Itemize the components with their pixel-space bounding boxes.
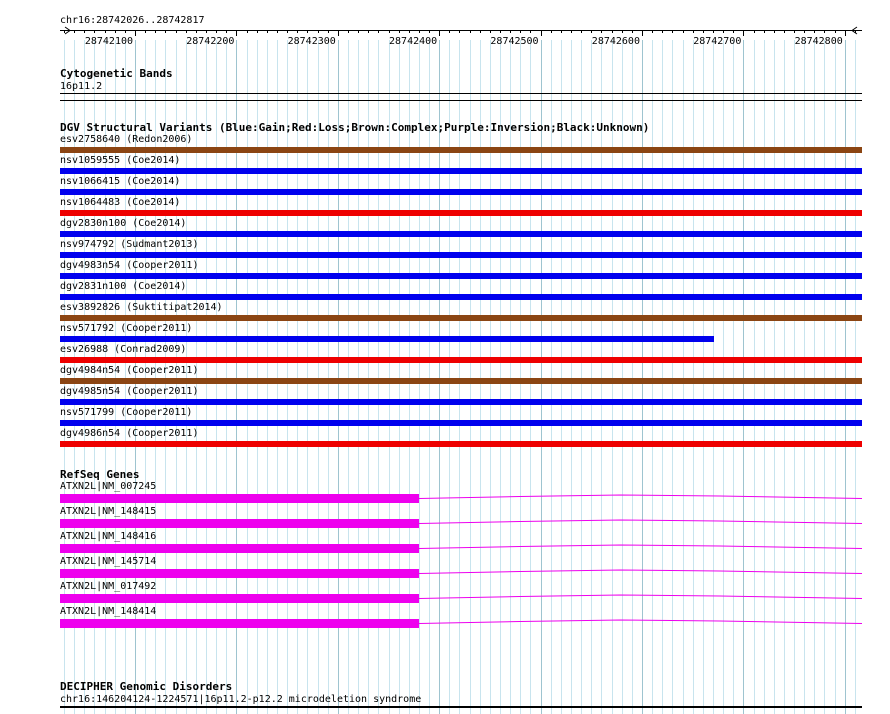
decipher-title: DECIPHER Genomic Disorders [60,680,233,693]
dgv-variant-label: dgv4986n54 (Cooper2011) [60,428,199,439]
dgv-variant-label: dgv4985n54 (Cooper2011) [60,386,199,397]
region-label: chr16:28742026..28742817 [60,15,205,26]
decipher-bar[interactable] [60,706,862,708]
ruler-tick-label: 28742200 [186,36,235,47]
dgv-variant-label: nsv1066415 (Coe2014) [60,176,181,187]
dgv-variant-label: dgv4983n54 (Cooper2011) [60,260,199,271]
cyto-title: Cytogenetic Bands [60,67,173,80]
ruler-tick-label: 28742600 [591,36,640,47]
refseq-intron-line [419,595,862,599]
dgv-variant-label: esv26988 (Conrad2009) [60,344,187,355]
refseq-gene-label: ATXN2L|NM_007245 [60,481,157,492]
dgv-title: DGV Structural Variants (Blue:Gain;Red:Loss;Brown:Complex;Purple:Inversion;Black:Unknown) [60,121,650,134]
refseq-gene-label: ATXN2L|NM_145714 [60,556,157,567]
ruler-tick-label: 28742300 [287,36,336,47]
ruler-tick-label: 28742800 [794,36,843,47]
dgv-variant-label: nsv974792 (Sudmant2013) [60,239,199,250]
refseq-intron-line [419,620,862,624]
refseq-gene-label: ATXN2L|NM_148415 [60,506,157,517]
dgv-variant-label: esv3892826 (Suktitipat2014) [60,302,223,313]
ruler-tick-label: 28742500 [490,36,539,47]
dgv-variant-label: dgv2830n100 (Coe2014) [60,218,187,229]
refseq-intron-line [419,520,862,524]
refseq-gene-label: ATXN2L|NM_148416 [60,531,157,542]
decipher-label: chr16:146204124-1224571|16p11.2-p12.2 microdeletion syndrome [60,694,422,705]
refseq-intron-line [419,495,862,499]
dgv-variant-label: nsv1064483 (Coe2014) [60,197,181,208]
dgv-variant-label: nsv571792 (Cooper2011) [60,323,193,334]
refseq-title: RefSeq Genes [60,468,140,481]
refseq-gene-label: ATXN2L|NM_017492 [60,581,157,592]
refseq-intron-line [419,545,862,549]
dgv-variant-label: nsv571799 (Cooper2011) [60,407,193,418]
dgv-variant-label: dgv4984n54 (Cooper2011) [60,365,199,376]
dgv-variant-label: esv2758640 (Redon2006) [60,134,193,145]
ruler-tick-label: 28742100 [84,36,134,47]
ruler-tick-label: 28742700 [693,36,742,47]
dgv-variant-label: dgv2831n100 (Coe2014) [60,281,187,292]
dgv-variant-label: nsv1059555 (Coe2014) [60,155,181,166]
refseq-intron-line [419,570,862,574]
ruler-tick-label: 28742400 [389,36,438,47]
refseq-gene-label: ATXN2L|NM_148414 [60,606,157,617]
cyto-band-label: 16p11.2 [60,81,103,92]
